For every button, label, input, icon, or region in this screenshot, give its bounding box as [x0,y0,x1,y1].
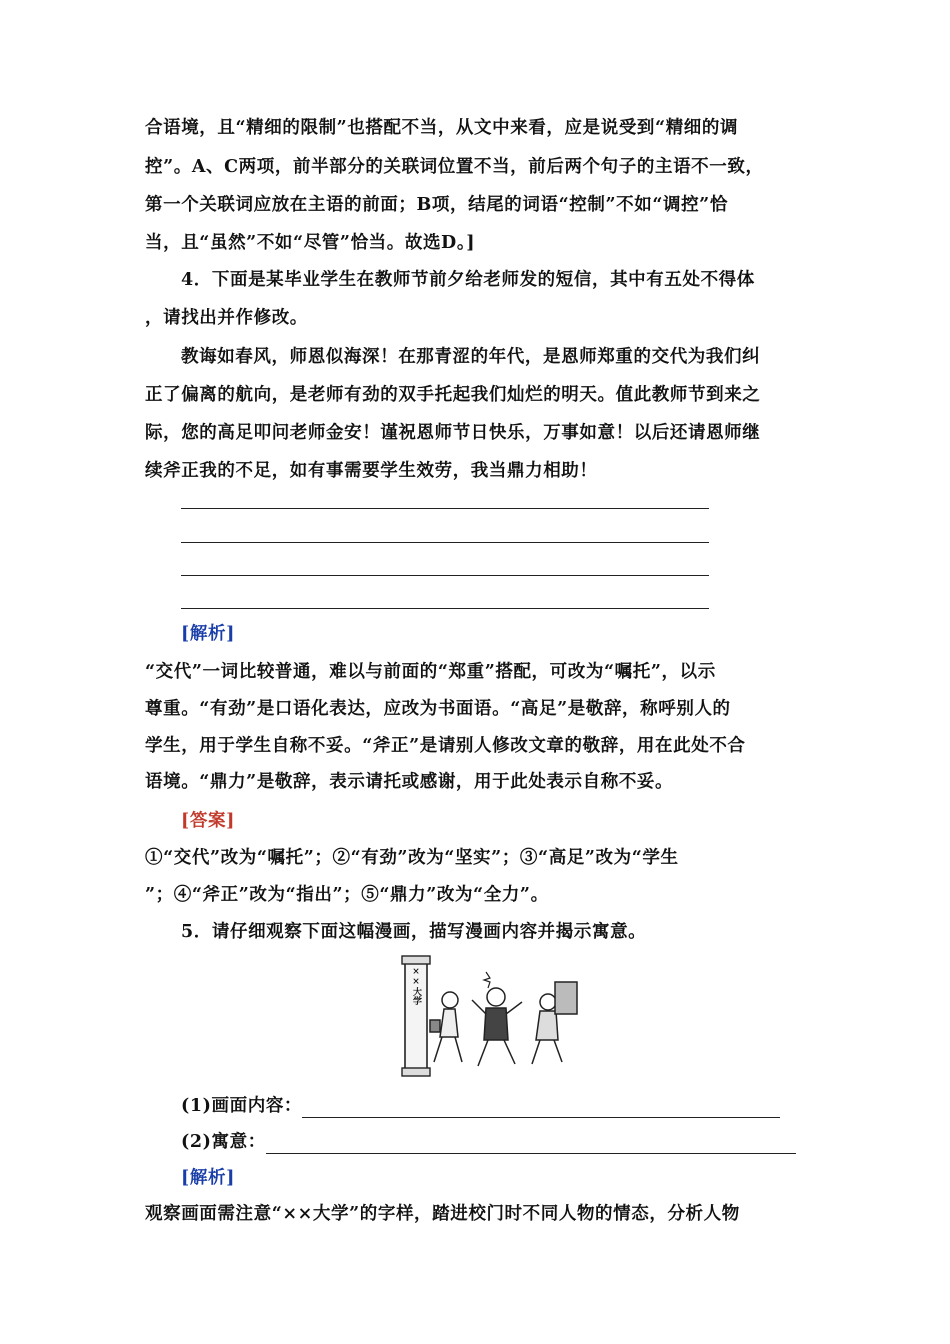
analysis-line: “交代”一词比较普通，难以与前面的“郑重”搭配，可改为“嘱托”，以示 [145,662,716,682]
answer-blank-line[interactable] [181,542,709,543]
message-line: 正了偏离的航向，是老师有劲的双手托起我们灿烂的明天。值此教师节到来之 [145,385,761,405]
content-item-label: (1)画面内容： [181,1096,303,1116]
cartoon-image [400,952,590,1082]
message-line: 教诲如春风，师恩似海深！在那青涩的年代，是恩师郑重的交代为我们纠 [181,347,761,367]
analysis-tag: [解析] [181,1168,235,1188]
question-4-prompt: 4．下面是某毕业学生在教师节前夕给老师发的短信，其中有五处不得体 [181,270,755,290]
analysis-line: 学生，用于学生自称不妥。“斧正”是请别人修改文章的敬辞，用在此处不合 [145,736,746,756]
university-sign: ××大学 [411,967,421,1005]
meaning-item-label: (2)寓意： [181,1132,266,1152]
text-line: 第一个关联词应放在主语的前面；B项，结尾的词语“控制”不如“调控”恰 [145,195,728,215]
student-figure-1 [430,992,462,1062]
meaning-item [181,1130,841,1154]
answer-blank-line[interactable] [181,508,709,509]
answer-tag: [答案] [181,811,235,831]
answer-line: ①“交代”改为“嘱托”；②“有劲”改为“坚实”；③“高足”改为“学生 [145,848,679,868]
question-5-prompt: 5．请仔细观察下面这幅漫画，描写漫画内容并揭示寓意。 [181,922,647,942]
analysis-line: 观察画面需注意“××大学”的字样，踏进校门时不同人物的情态，分析人物 [145,1204,740,1224]
text-line: 当，且“虽然”不如“尽管”恰当。故选D。] [145,233,476,253]
analysis-tag: [解析] [181,624,235,644]
text-line: 合语境，且“精细的限制”也搭配不当，从文中来看，应是说受到“精细的调 [145,118,739,138]
message-line: 续斧正我的不足，如有事需要学生效劳，我当鼎力相助！ [145,461,598,481]
student-figure-3 [532,982,577,1064]
answer-blank-line[interactable] [181,608,709,609]
text-line: 控”。A、C两项，前半部分的关联词位置不当，前后两个句子的主语不一致， [145,157,764,177]
question-4-prompt-cont: ，请找出并作修改。 [145,308,308,328]
analysis-line: 语境。“鼎力”是敬辞，表示请托或感谢，用于此处表示自称不妥。 [145,772,674,792]
meaning-blank[interactable] [266,1135,796,1154]
content-blank[interactable] [302,1099,780,1118]
content-item [181,1094,841,1118]
analysis-line: 尊重。“有劲”是口语化表达，应改为书面语。“高足”是敬辞，称呼别人的 [145,699,731,719]
answer-line: ”；④“斧正”改为“指出”；⑤“鼎力”改为“全力”。 [145,885,549,905]
student-figure-2 [472,972,522,1066]
answer-blank-line[interactable] [181,575,709,576]
message-line: 际，您的高足叩问老师金安！谨祝恩师节日快乐，万事如意！以后还请恩师继 [145,423,761,443]
